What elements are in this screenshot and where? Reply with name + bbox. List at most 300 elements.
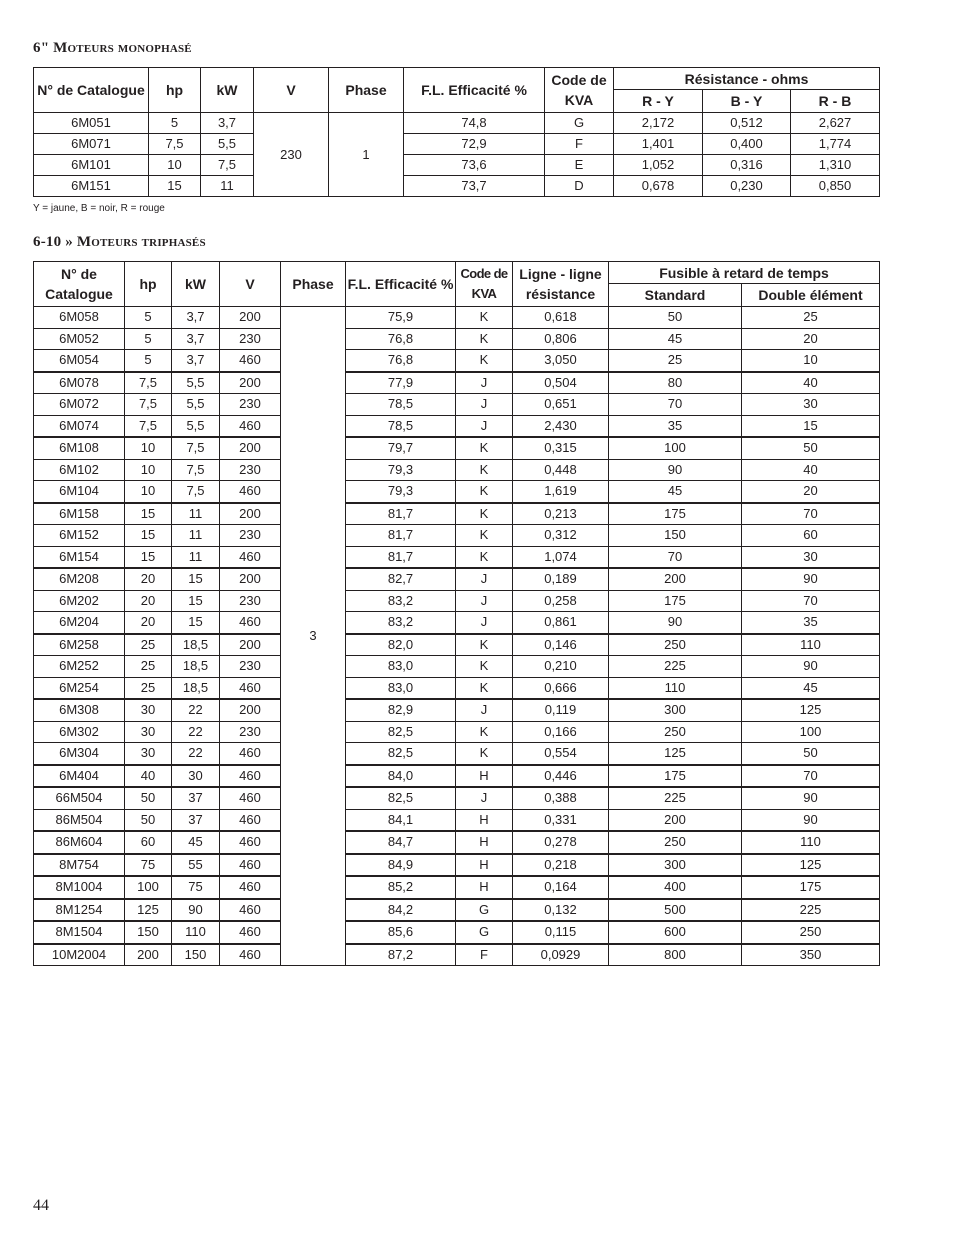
cell-catalog: 8M1254 (34, 899, 125, 922)
cell-catalog: 6M208 (34, 568, 125, 590)
three-phase-title: 6-10 » Moteurs triphasés (33, 234, 206, 250)
cell-hp: 30 (125, 721, 172, 743)
cell-kva-code: J (456, 699, 513, 721)
cell-voltage: 460 (220, 743, 281, 765)
cell-fuse-dual: 175 (742, 876, 880, 899)
cell-line-resistance: 0,210 (513, 656, 609, 678)
table-row (34, 546, 880, 568)
cell-kva-code: J (456, 394, 513, 416)
cell-line-resistance: 0,166 (513, 721, 609, 743)
table-row (34, 721, 880, 743)
cell-hp: 15 (149, 176, 201, 197)
cell-kw: 45 (172, 831, 220, 854)
cell-voltage: 230 (220, 459, 281, 481)
table-row (34, 415, 880, 437)
cell-fl-efficiency: 84,2 (346, 899, 456, 922)
cell-fuse-dual: 30 (742, 546, 880, 568)
cell-hp: 30 (125, 699, 172, 721)
cell-kw: 7,5 (172, 481, 220, 503)
single-phase-title: 6" Moteurs monophasé (33, 40, 192, 56)
cell-catalog: 6M108 (34, 437, 125, 459)
cell-voltage: 200 (220, 307, 281, 329)
cell-line-resistance: 0,119 (513, 699, 609, 721)
cell-voltage: 460 (220, 787, 281, 809)
cell-fuse-dual: 50 (742, 743, 880, 765)
cell-hp: 7,5 (125, 415, 172, 437)
cell-kva-code: K (456, 634, 513, 656)
cell-kva-code: G (545, 113, 614, 134)
cell-hp: 10 (125, 437, 172, 459)
table-row (34, 677, 880, 699)
cell-catalog: 6M302 (34, 721, 125, 743)
cell-kw: 30 (172, 765, 220, 788)
cell-fuse-standard: 175 (609, 503, 742, 525)
cell-voltage: 460 (220, 831, 281, 854)
cell-kw: 18,5 (172, 677, 220, 699)
cell-fl-efficiency: 81,7 (346, 503, 456, 525)
cell-voltage: 460 (220, 612, 281, 634)
header-standard: Standard (609, 284, 742, 307)
cell-fl-efficiency: 79,3 (346, 459, 456, 481)
table-row (34, 113, 880, 134)
cell-kw: 3,7 (172, 350, 220, 372)
cell-fuse-dual: 90 (742, 787, 880, 809)
cell-line-resistance: 0,218 (513, 854, 609, 877)
cell-hp: 7,5 (125, 394, 172, 416)
table-row (34, 921, 880, 944)
cell-kw: 150 (172, 944, 220, 966)
cell-hp: 20 (125, 590, 172, 612)
cell-fuse-standard: 500 (609, 899, 742, 922)
cell-catalog: 6M054 (34, 350, 125, 372)
cell-fl-efficiency: 81,7 (346, 546, 456, 568)
cell-fuse-dual: 250 (742, 921, 880, 944)
cell-line-resistance: 0,315 (513, 437, 609, 459)
table-row (34, 176, 880, 197)
cell-catalog: 6M104 (34, 481, 125, 503)
cell-catalog: 6M404 (34, 765, 125, 788)
cell-hp: 10 (149, 155, 201, 176)
cell-kw: 5,5 (172, 372, 220, 394)
cell-fuse-standard: 225 (609, 656, 742, 678)
cell-fl-efficiency: 78,5 (346, 394, 456, 416)
cell-voltage: 230 (220, 328, 281, 350)
cell-catalog: 6M304 (34, 743, 125, 765)
cell-kva-code: H (456, 809, 513, 831)
cell-line-resistance: 0,164 (513, 876, 609, 899)
cell-line-resistance: 0,861 (513, 612, 609, 634)
page-number: 44 (33, 1197, 49, 1214)
cell-kw: 75 (172, 876, 220, 899)
cell-catalog: 6M101 (34, 155, 149, 176)
cell-voltage: 230 (220, 525, 281, 547)
cell-fuse-standard: 200 (609, 809, 742, 831)
cell-fuse-dual: 40 (742, 459, 880, 481)
cell-fl-efficiency: 76,8 (346, 328, 456, 350)
cell-kw: 11 (172, 503, 220, 525)
table-row (34, 809, 880, 831)
table-row (34, 328, 880, 350)
cell-b-y: 0,400 (703, 134, 791, 155)
cell-voltage: 460 (220, 944, 281, 966)
cell-kva-code: J (456, 590, 513, 612)
cell-fuse-dual: 50 (742, 437, 880, 459)
cell-kw: 11 (172, 525, 220, 547)
cell-fuse-standard: 175 (609, 590, 742, 612)
cell-fuse-standard: 600 (609, 921, 742, 944)
cell-voltage: 460 (220, 481, 281, 503)
cell-kva-code: H (456, 765, 513, 788)
cell-voltage: 230 (254, 113, 329, 197)
cell-fl-efficiency: 87,2 (346, 944, 456, 966)
cell-kva-code: H (456, 831, 513, 854)
cell-kw: 3,7 (172, 307, 220, 329)
cell-hp: 15 (125, 503, 172, 525)
table-row (34, 590, 880, 612)
color-legend-note: Y = jaune, B = noir, R = rouge (33, 203, 165, 214)
cell-fl-efficiency: 79,3 (346, 481, 456, 503)
cell-hp: 15 (125, 525, 172, 547)
cell-kva-code: J (456, 568, 513, 590)
cell-fuse-standard: 175 (609, 765, 742, 788)
cell-kw: 15 (172, 612, 220, 634)
cell-line-resistance: 2,430 (513, 415, 609, 437)
cell-kw: 11 (172, 546, 220, 568)
cell-hp: 20 (125, 612, 172, 634)
cell-line-resistance: 0,504 (513, 372, 609, 394)
cell-fuse-standard: 80 (609, 372, 742, 394)
table-row (34, 568, 880, 590)
cell-catalog: 6M254 (34, 677, 125, 699)
cell-fuse-standard: 800 (609, 944, 742, 966)
cell-r-y: 1,401 (614, 134, 703, 155)
cell-fl-efficiency: 72,9 (404, 134, 545, 155)
cell-r-y: 0,678 (614, 176, 703, 197)
cell-line-resistance: 0,806 (513, 328, 609, 350)
cell-line-resistance: 0,312 (513, 525, 609, 547)
cell-voltage: 200 (220, 437, 281, 459)
cell-line-resistance: 0,258 (513, 590, 609, 612)
cell-kw: 18,5 (172, 656, 220, 678)
cell-catalog: 6M072 (34, 394, 125, 416)
cell-hp: 25 (125, 656, 172, 678)
header-kw: kW (201, 68, 254, 113)
cell-fuse-standard: 250 (609, 721, 742, 743)
cell-r-b: 0,850 (791, 176, 880, 197)
header-fl-efficiency: F.L. Efficacité % (404, 68, 545, 113)
cell-voltage: 460 (220, 546, 281, 568)
cell-fuse-standard: 110 (609, 677, 742, 699)
cell-r-b: 1,774 (791, 134, 880, 155)
header-b-y: B - Y (703, 90, 791, 113)
table-row (34, 394, 880, 416)
header-voltage: V (220, 262, 281, 307)
cell-kva-code: K (456, 481, 513, 503)
cell-catalog: 8M1004 (34, 876, 125, 899)
cell-kva-code: K (456, 350, 513, 372)
cell-fuse-dual: 15 (742, 415, 880, 437)
cell-kva-code: K (456, 656, 513, 678)
cell-voltage: 460 (220, 415, 281, 437)
cell-fl-efficiency: 73,6 (404, 155, 545, 176)
cell-fuse-standard: 200 (609, 568, 742, 590)
table-row (34, 876, 880, 899)
table-row (34, 656, 880, 678)
cell-fuse-standard: 250 (609, 634, 742, 656)
cell-line-resistance: 0,618 (513, 307, 609, 329)
cell-catalog: 6M154 (34, 546, 125, 568)
cell-catalog: 10M2004 (34, 944, 125, 966)
cell-kva-code: K (456, 437, 513, 459)
cell-fl-efficiency: 82,5 (346, 743, 456, 765)
table-row (34, 525, 880, 547)
cell-fl-efficiency: 81,7 (346, 525, 456, 547)
cell-kw: 5,5 (172, 394, 220, 416)
cell-kva-code: K (456, 307, 513, 329)
cell-kva-code: K (456, 525, 513, 547)
cell-phase: 3 (281, 307, 346, 966)
cell-b-y: 0,512 (703, 113, 791, 134)
cell-line-resistance: 0,189 (513, 568, 609, 590)
cell-fl-efficiency: 82,7 (346, 568, 456, 590)
cell-voltage: 460 (220, 765, 281, 788)
cell-catalog: 6M051 (34, 113, 149, 134)
cell-voltage: 460 (220, 876, 281, 899)
cell-catalog: 6M204 (34, 612, 125, 634)
cell-fuse-standard: 125 (609, 743, 742, 765)
cell-kw: 37 (172, 809, 220, 831)
cell-catalog: 6M258 (34, 634, 125, 656)
cell-fuse-dual: 90 (742, 656, 880, 678)
table-row (34, 481, 880, 503)
header-phase: Phase (329, 68, 404, 113)
table-row (34, 831, 880, 854)
cell-fuse-standard: 250 (609, 831, 742, 854)
cell-hp: 150 (125, 921, 172, 944)
header-kva-code: Code de KVA (456, 262, 513, 307)
table-row (34, 765, 880, 788)
table-row (34, 612, 880, 634)
cell-catalog: 86M604 (34, 831, 125, 854)
header-resistance: Résistance - ohms (614, 68, 880, 90)
cell-voltage: 230 (220, 721, 281, 743)
cell-kw: 55 (172, 854, 220, 877)
header-r-y: R - Y (614, 90, 703, 113)
cell-catalog: 6M252 (34, 656, 125, 678)
cell-fuse-dual: 25 (742, 307, 880, 329)
cell-fl-efficiency: 83,2 (346, 612, 456, 634)
cell-voltage: 200 (220, 503, 281, 525)
cell-kw: 18,5 (172, 634, 220, 656)
cell-fuse-dual: 110 (742, 831, 880, 854)
cell-hp: 5 (125, 328, 172, 350)
cell-hp: 5 (125, 350, 172, 372)
cell-line-resistance: 0,331 (513, 809, 609, 831)
cell-kw: 110 (172, 921, 220, 944)
cell-line-resistance: 0,0929 (513, 944, 609, 966)
cell-kva-code: K (456, 328, 513, 350)
cell-kw: 15 (172, 568, 220, 590)
cell-fl-efficiency: 85,2 (346, 876, 456, 899)
table-row (34, 372, 880, 394)
cell-line-resistance: 0,651 (513, 394, 609, 416)
cell-fuse-dual: 100 (742, 721, 880, 743)
cell-fl-efficiency: 82,0 (346, 634, 456, 656)
cell-b-y: 0,316 (703, 155, 791, 176)
table-row (34, 854, 880, 877)
cell-fuse-standard: 300 (609, 699, 742, 721)
table-row (34, 634, 880, 656)
cell-voltage: 460 (220, 854, 281, 877)
cell-hp: 30 (125, 743, 172, 765)
cell-hp: 5 (125, 307, 172, 329)
cell-fuse-standard: 35 (609, 415, 742, 437)
cell-hp: 60 (125, 831, 172, 854)
header-catalog: N° de Catalogue (34, 68, 149, 113)
cell-catalog: 66M504 (34, 787, 125, 809)
cell-fuse-dual: 20 (742, 481, 880, 503)
header-phase: Phase (281, 262, 346, 307)
cell-fl-efficiency: 74,8 (404, 113, 545, 134)
header-hp: hp (149, 68, 201, 113)
cell-catalog: 6M308 (34, 699, 125, 721)
cell-fuse-dual: 10 (742, 350, 880, 372)
cell-kva-code: J (456, 612, 513, 634)
cell-kw: 22 (172, 743, 220, 765)
header-dual-element: Double élément (742, 284, 880, 307)
cell-kva-code: G (456, 921, 513, 944)
cell-kva-code: D (545, 176, 614, 197)
header-time-delay-fuse: Fusible à retard de temps (609, 262, 880, 284)
cell-kva-code: K (456, 546, 513, 568)
cell-hp: 15 (125, 546, 172, 568)
table-row (34, 459, 880, 481)
cell-kw: 90 (172, 899, 220, 922)
cell-fuse-dual: 60 (742, 525, 880, 547)
cell-kva-code: F (456, 944, 513, 966)
cell-catalog: 8M754 (34, 854, 125, 877)
cell-kw: 3,7 (172, 328, 220, 350)
cell-kw: 37 (172, 787, 220, 809)
cell-hp: 100 (125, 876, 172, 899)
cell-fuse-standard: 45 (609, 481, 742, 503)
cell-kw: 5,5 (172, 415, 220, 437)
cell-kw: 22 (172, 699, 220, 721)
cell-hp: 25 (125, 634, 172, 656)
cell-fl-efficiency: 82,9 (346, 699, 456, 721)
cell-line-resistance: 0,213 (513, 503, 609, 525)
cell-fuse-dual: 70 (742, 765, 880, 788)
cell-hp: 50 (125, 787, 172, 809)
cell-fuse-standard: 100 (609, 437, 742, 459)
cell-line-resistance: 1,074 (513, 546, 609, 568)
table-row (34, 899, 880, 922)
cell-fuse-standard: 70 (609, 546, 742, 568)
cell-fuse-standard: 90 (609, 612, 742, 634)
cell-voltage: 460 (220, 921, 281, 944)
cell-kva-code: H (456, 876, 513, 899)
cell-catalog: 6M151 (34, 176, 149, 197)
cell-fuse-dual: 70 (742, 503, 880, 525)
cell-voltage: 230 (220, 394, 281, 416)
cell-r-b: 1,310 (791, 155, 880, 176)
cell-fuse-dual: 125 (742, 699, 880, 721)
cell-fuse-dual: 40 (742, 372, 880, 394)
cell-catalog: 6M071 (34, 134, 149, 155)
cell-voltage: 200 (220, 372, 281, 394)
header-kva-code: Code de KVA (545, 68, 614, 113)
cell-kw: 15 (172, 590, 220, 612)
cell-voltage: 230 (220, 590, 281, 612)
cell-line-resistance: 0,278 (513, 831, 609, 854)
cell-line-resistance: 0,554 (513, 743, 609, 765)
header-line-resistance: Ligne - ligne résistance (513, 262, 609, 307)
cell-fl-efficiency: 83,0 (346, 677, 456, 699)
cell-kw: 3,7 (201, 113, 254, 134)
cell-hp: 10 (125, 481, 172, 503)
cell-voltage: 460 (220, 677, 281, 699)
table-row (34, 743, 880, 765)
cell-line-resistance: 0,132 (513, 899, 609, 922)
header-hp: hp (125, 262, 172, 307)
cell-kva-code: F (545, 134, 614, 155)
cell-fl-efficiency: 82,5 (346, 721, 456, 743)
table-row (34, 134, 880, 155)
table-row (34, 787, 880, 809)
cell-fl-efficiency: 84,7 (346, 831, 456, 854)
cell-fuse-dual: 110 (742, 634, 880, 656)
cell-kva-code: J (456, 415, 513, 437)
cell-line-resistance: 0,446 (513, 765, 609, 788)
cell-kw: 22 (172, 721, 220, 743)
cell-fuse-dual: 20 (742, 328, 880, 350)
cell-fuse-standard: 25 (609, 350, 742, 372)
table-row (34, 350, 880, 372)
cell-kva-code: H (456, 854, 513, 877)
cell-voltage: 230 (220, 656, 281, 678)
cell-voltage: 200 (220, 568, 281, 590)
cell-kva-code: K (456, 721, 513, 743)
cell-catalog: 6M158 (34, 503, 125, 525)
cell-kva-code: K (456, 677, 513, 699)
cell-kw: 11 (201, 176, 254, 197)
cell-kw: 7,5 (201, 155, 254, 176)
cell-fl-efficiency: 83,2 (346, 590, 456, 612)
cell-fuse-dual: 125 (742, 854, 880, 877)
cell-voltage: 460 (220, 899, 281, 922)
cell-line-resistance: 0,448 (513, 459, 609, 481)
cell-catalog: 6M074 (34, 415, 125, 437)
cell-kva-code: K (456, 503, 513, 525)
cell-fl-efficiency: 84,0 (346, 765, 456, 788)
cell-voltage: 460 (220, 350, 281, 372)
cell-kw: 5,5 (201, 134, 254, 155)
cell-voltage: 200 (220, 699, 281, 721)
cell-hp: 40 (125, 765, 172, 788)
header-r-b: R - B (791, 90, 880, 113)
cell-hp: 7,5 (149, 134, 201, 155)
cell-fl-efficiency: 84,1 (346, 809, 456, 831)
cell-catalog: 6M078 (34, 372, 125, 394)
cell-catalog: 6M058 (34, 307, 125, 329)
cell-line-resistance: 0,666 (513, 677, 609, 699)
cell-line-resistance: 0,388 (513, 787, 609, 809)
cell-kva-code: E (545, 155, 614, 176)
cell-fl-efficiency: 77,9 (346, 372, 456, 394)
cell-kva-code: J (456, 787, 513, 809)
single-phase-motors-table (33, 67, 880, 197)
cell-fuse-standard: 45 (609, 328, 742, 350)
